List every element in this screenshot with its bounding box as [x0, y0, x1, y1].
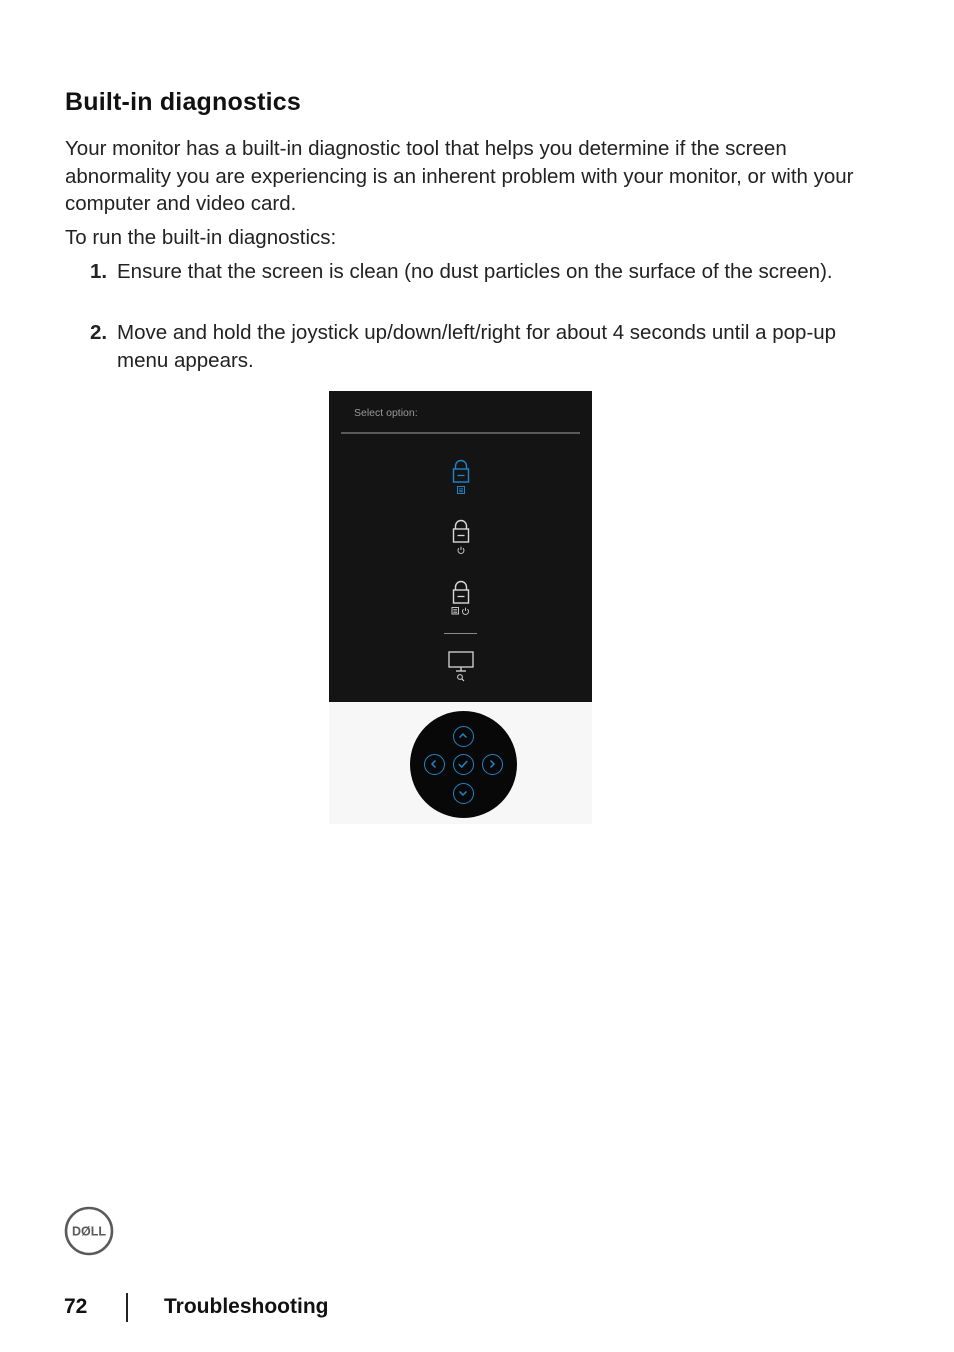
lock-menu-icon [443, 458, 479, 502]
step-number: 2. [90, 321, 108, 344]
dell-logo [64, 1206, 114, 1256]
osd-option-lock-menu[interactable] [443, 458, 479, 502]
joystick-center-button[interactable] [453, 754, 474, 775]
run-instructions-label: To run the built-in diagnostics: [65, 226, 337, 249]
monitor-diagnostics-icon [443, 647, 479, 691]
osd-divider [341, 432, 580, 434]
page-title: Built-in diagnostics [65, 88, 301, 116]
joystick-control [410, 711, 517, 818]
joystick-left-button[interactable] [424, 754, 445, 775]
chevron-up-icon [454, 727, 472, 745]
page-number: 72 [64, 1295, 88, 1318]
dell-logo-text: DØLL [71, 1224, 107, 1239]
joystick-up-button[interactable] [453, 726, 474, 747]
step-item [90, 319, 850, 374]
osd-popup-menu [329, 391, 592, 702]
check-icon [454, 755, 472, 773]
step-text: Ensure that the screen is clean (no dust particles on the surface of the screen). [117, 260, 833, 283]
osd-item-separator [444, 633, 477, 634]
chevron-left-icon [425, 755, 443, 773]
lock-menu-power-icon [443, 579, 479, 623]
osd-option-lock-power[interactable] [443, 518, 479, 562]
joystick-right-button[interactable] [482, 754, 503, 775]
osd-select-option-label: Select option: [354, 407, 418, 419]
intro-paragraph: Your monitor has a built-in diagnostic tool that helps you determine if the screen abnormality you are experiencing is an inherent problem with your monitor, or with your computer and video card. [65, 137, 854, 215]
chevron-down-icon [454, 784, 472, 802]
lock-power-icon [443, 518, 479, 562]
chevron-right-icon [483, 755, 501, 773]
step-text: Move and hold the joystick up/down/left/right for about 4 seconds until a pop-up menu appears. [117, 321, 837, 372]
step-number: 1. [90, 260, 108, 283]
step-item [90, 258, 850, 286]
osd-option-lock-menu-power[interactable] [443, 579, 479, 623]
footer-section-title: Troubleshooting [164, 1295, 329, 1318]
footer-divider [126, 1293, 128, 1322]
osd-option-diagnostics[interactable] [443, 647, 479, 691]
joystick-down-button[interactable] [453, 783, 474, 804]
